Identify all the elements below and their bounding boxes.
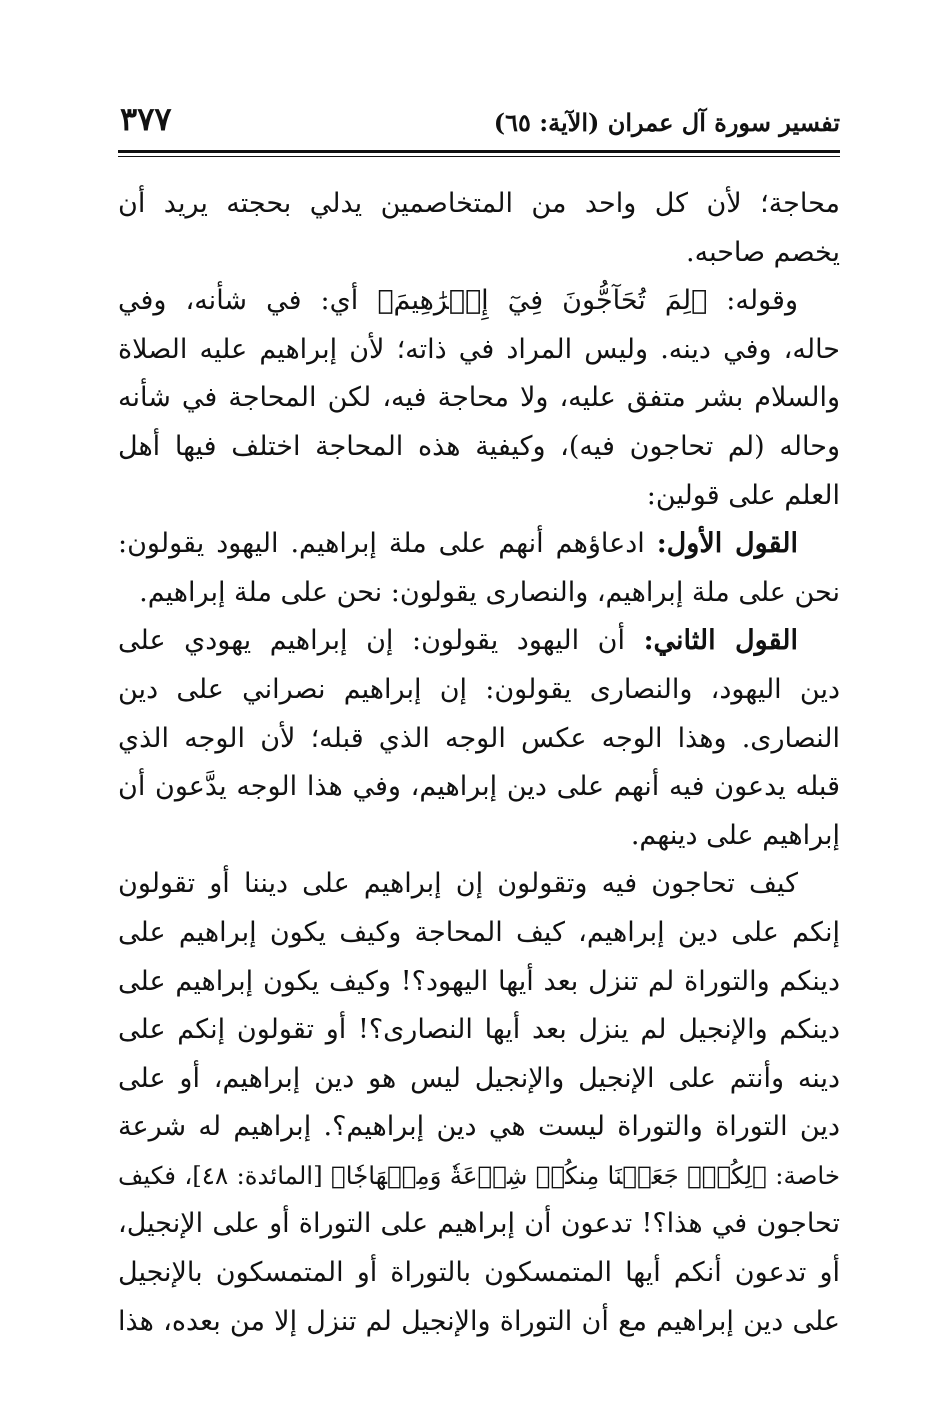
line-text: ادعاؤهم أنهم على ملة إبراهيم. اليهود يقولون: (118, 528, 657, 560)
line-text: دين اليهود، والنصارى يقولون: إن إبراهيم نصراني على دين (118, 673, 840, 705)
text-line (118, 569, 840, 618)
text-line (118, 958, 840, 1007)
line-text: إنكم على دين إبراهيم، كيف المحاجة وكيف يكون إبراهيم على (118, 916, 840, 948)
text-line (118, 763, 840, 812)
header-rule-thick (118, 150, 840, 153)
line-text: دينه وأنتم على الإنجيل والإنجيل ليس هو دين إبراهيم، أو على (118, 1062, 840, 1094)
line-text: قبله يدعون فيه أنهم على دين إبراهيم، وفي هذا الوجه يدَّعون أن (118, 771, 840, 803)
text-line (118, 909, 840, 958)
line-text: حاله، وفي دينه. وليس المراد في ذاته؛ لأن إبراهيم عليه الصلاة (118, 333, 840, 365)
running-title: تفسير سورة آل عمران (الآية: ٦٥) (493, 108, 840, 137)
line-text: وقوله: ﴿لِمَ تُحَآجُّونَ فِيٓ إِبۡرَٰهِيمَ﴾ أي: في شأنه، وفي (118, 285, 798, 317)
text-line (118, 229, 840, 278)
text-line (118, 472, 840, 521)
text-line (118, 1152, 840, 1201)
line-text: تحاجون في هذا؟! تدعون أن إبراهيم على التوراة أو على الإنجيل، (118, 1208, 840, 1240)
text-line (118, 1103, 840, 1152)
line-text: والسلام بشر متفق عليه، ولا محاجة فيه، لكن المحاجة في شأنه (118, 382, 840, 414)
line-text: أن اليهود يقولون: إن إبراهيم يهودي على (118, 625, 644, 657)
page-number: ٣٧٧ (120, 100, 172, 138)
paragraph-start-line (118, 277, 840, 326)
text-line (118, 423, 840, 472)
line-text: أو تدعون أنكم أيها المتمسكون بالتوراة أو المتمسكون بالإنجيل (118, 1257, 840, 1289)
text-line (118, 1298, 840, 1347)
line-text: خاصة: ﴿لِكُلّٖ جَعَلۡنَا مِنكُمۡ شِرۡعَةٗ وَمِنۡهَاجٗا﴾ [المائدة: ٤٨]، فكيف (118, 1160, 841, 1190)
paragraph-start-line (118, 520, 840, 569)
paragraph-start-line (118, 860, 840, 909)
text-line (118, 666, 840, 715)
line-text: دينكم والإنجيل لم ينزل بعد أيها النصارى؟! أو تقولون إنكم على (118, 1014, 840, 1046)
line-text: النصارى. وهذا الوجه عكس الوجه الذي قبله؛ لأن الوجه الذي (118, 722, 840, 754)
text-line (118, 1200, 840, 1249)
text-line (118, 1249, 840, 1298)
line-text: نحن على ملة إبراهيم، والنصارى يقولون: نحن على ملة إبراهيم. (139, 576, 840, 608)
line-text: العلم على قولين: (646, 479, 840, 511)
text-line (118, 180, 840, 229)
text-line (118, 326, 840, 375)
line-text: إبراهيم على دينهم. (630, 819, 840, 851)
paragraph-start-line (118, 617, 840, 666)
line-text: كيف تحاجون فيه وتقولون إن إبراهيم على ديننا أو تقولون (118, 868, 798, 900)
second-opinion-heading: القول الثاني: (643, 625, 798, 657)
text-line (118, 374, 840, 423)
line-text: وحاله (لم تحاجون فيه)، وكيفية هذه المحاجة اختلف فيها أهل (118, 430, 840, 462)
page-header (118, 100, 840, 150)
line-text: محاجة؛ لأن كل واحد من المتخاصمين يدلي بحجته يريد أن (118, 188, 840, 219)
text-line (118, 1006, 840, 1055)
body-text (118, 180, 840, 1346)
line-text: يخصم صاحبه. (686, 236, 840, 268)
text-line (118, 1055, 840, 1104)
line-text: دينكم والتوراة لم تنزل بعد أيها اليهود؟! وكيف يكون إبراهيم على (118, 965, 840, 997)
header-rule-thin (118, 156, 840, 157)
text-line (118, 715, 840, 764)
text-line (118, 812, 840, 861)
line-text: على دين إبراهيم مع أن التوراة والإنجيل لم تنزل إلا من بعده، هذا (118, 1305, 840, 1337)
first-opinion-heading: القول الأول: (656, 528, 798, 560)
line-text: دين التوراة والتوراة ليست هي دين إبراهيم؟. إبراهيم له شرعة (118, 1111, 840, 1143)
